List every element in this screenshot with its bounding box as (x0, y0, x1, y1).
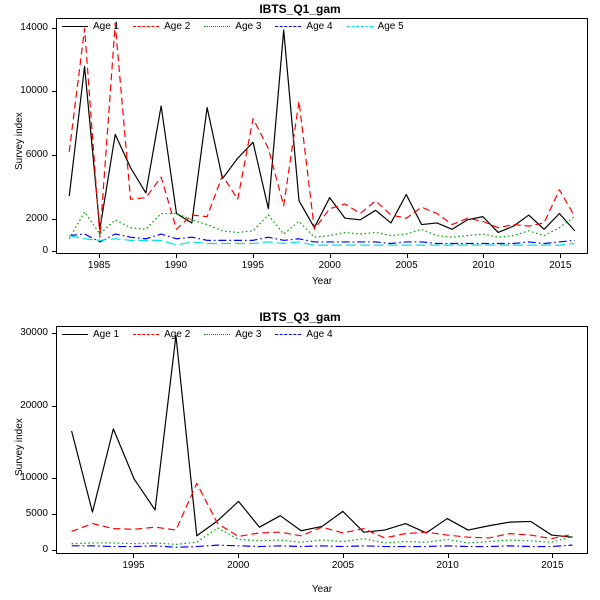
y-tick-0: 0 (42, 244, 48, 256)
x-tick-mark (407, 254, 408, 258)
x-tick-mark (253, 254, 254, 258)
legend-entry-age-1 (62, 329, 119, 340)
x-tick-2005: 2005 (395, 260, 418, 271)
chart-panel-q1 (0, 0, 600, 292)
x-axis-label-q3: Year (311, 584, 333, 595)
x-tick-2000: 2000 (318, 260, 341, 271)
x-axis-label-q1: Year (311, 276, 333, 287)
legend-label: Age 2 (164, 21, 191, 32)
y-tick-mark (52, 28, 56, 29)
series-line-age-2 (72, 483, 573, 538)
y-tick-mark (52, 406, 56, 407)
y-tick-mark (52, 514, 56, 515)
legend-entry-age-2 (133, 21, 190, 32)
y-tick-10000: 10000 (20, 472, 48, 483)
x-tick-2010: 2010 (436, 560, 459, 571)
legend-label: Age 5 (377, 21, 404, 32)
legend-swatch (62, 26, 88, 27)
x-tick-mark (483, 254, 484, 258)
series-line-age-4 (72, 545, 573, 547)
x-tick-2015: 2015 (549, 260, 572, 271)
legend-label: Age 1 (93, 21, 120, 32)
x-tick-mark (552, 554, 553, 558)
y-tick-14000: 14000 (20, 21, 48, 33)
plot-lines-q3 (57, 327, 587, 553)
legend-swatch (347, 26, 373, 27)
chart-title-q1: IBTS_Q1_gam (259, 2, 341, 16)
y-tick-mark (52, 333, 56, 334)
legend-entry-age-5 (347, 21, 404, 32)
y-tick-0: 0 (42, 544, 48, 556)
y-tick-mark (52, 91, 56, 92)
legend-swatch (204, 26, 230, 27)
chart-panel-q3 (0, 300, 600, 600)
series-line-age-3 (69, 212, 574, 239)
legend-swatch (133, 334, 159, 335)
legend-label: Age 4 (306, 21, 333, 32)
x-tick-2015: 2015 (541, 560, 564, 571)
legend-swatch (204, 334, 230, 335)
y-tick-2000: 2000 (25, 212, 48, 224)
series-line-age-1 (69, 30, 574, 232)
legend-label: Age 3 (235, 329, 262, 340)
x-tick-1990: 1990 (164, 260, 188, 271)
legend-q1 (62, 21, 418, 32)
y-tick-mark (52, 550, 56, 551)
y-tick-mark (52, 251, 56, 252)
plot-area-q3 (56, 326, 588, 554)
x-tick-mark (238, 554, 239, 558)
plot-lines-q1 (57, 19, 587, 253)
x-tick-mark (330, 254, 331, 258)
legend-swatch (62, 334, 88, 335)
legend-entry-age-1 (62, 21, 119, 32)
y-tick-10000: 10000 (20, 85, 48, 97)
series-line-age-2 (69, 24, 574, 237)
legend-swatch (133, 26, 159, 27)
chart-title-q3: IBTS_Q3_gam (259, 310, 341, 324)
x-tick-mark (133, 554, 134, 558)
x-tick-mark (560, 254, 561, 258)
legend-q3 (62, 329, 347, 340)
y-tick-mark (52, 478, 56, 479)
legend-label: Age 2 (164, 329, 191, 340)
legend-label: Age 3 (235, 21, 262, 32)
y-tick-5000: 5000 (25, 508, 48, 520)
x-tick-mark (448, 554, 449, 558)
x-tick-2005: 2005 (331, 560, 355, 571)
y-axis-label-q3: Survey index (14, 418, 25, 476)
x-tick-1995: 1995 (122, 560, 145, 571)
x-tick-mark (99, 254, 100, 258)
series-line-age-4 (69, 234, 574, 243)
legend-swatch (275, 334, 301, 335)
x-tick-mark (176, 254, 177, 258)
legend-entry-age-2 (133, 329, 190, 340)
x-tick-2010: 2010 (472, 260, 495, 271)
y-axis-label-q1: Survey index (14, 112, 25, 170)
legend-entry-age-4 (275, 21, 332, 32)
legend-label: Age 4 (306, 329, 333, 340)
x-tick-mark (343, 554, 344, 558)
x-tick-1985: 1985 (87, 260, 111, 271)
y-tick-20000: 20000 (20, 399, 48, 411)
x-tick-2000: 2000 (227, 560, 250, 571)
y-tick-mark (52, 155, 56, 156)
x-tick-1995: 1995 (241, 260, 264, 271)
y-tick-30000: 30000 (20, 327, 48, 339)
plot-area-q1 (56, 18, 588, 254)
y-tick-mark (52, 219, 56, 220)
legend-entry-age-3 (204, 329, 261, 340)
series-line-age-1 (72, 336, 573, 538)
legend-entry-age-3 (204, 21, 261, 32)
legend-entry-age-4 (275, 329, 332, 340)
legend-swatch (275, 26, 301, 27)
y-tick-6000: 6000 (25, 149, 48, 161)
legend-label: Age 1 (93, 329, 120, 340)
